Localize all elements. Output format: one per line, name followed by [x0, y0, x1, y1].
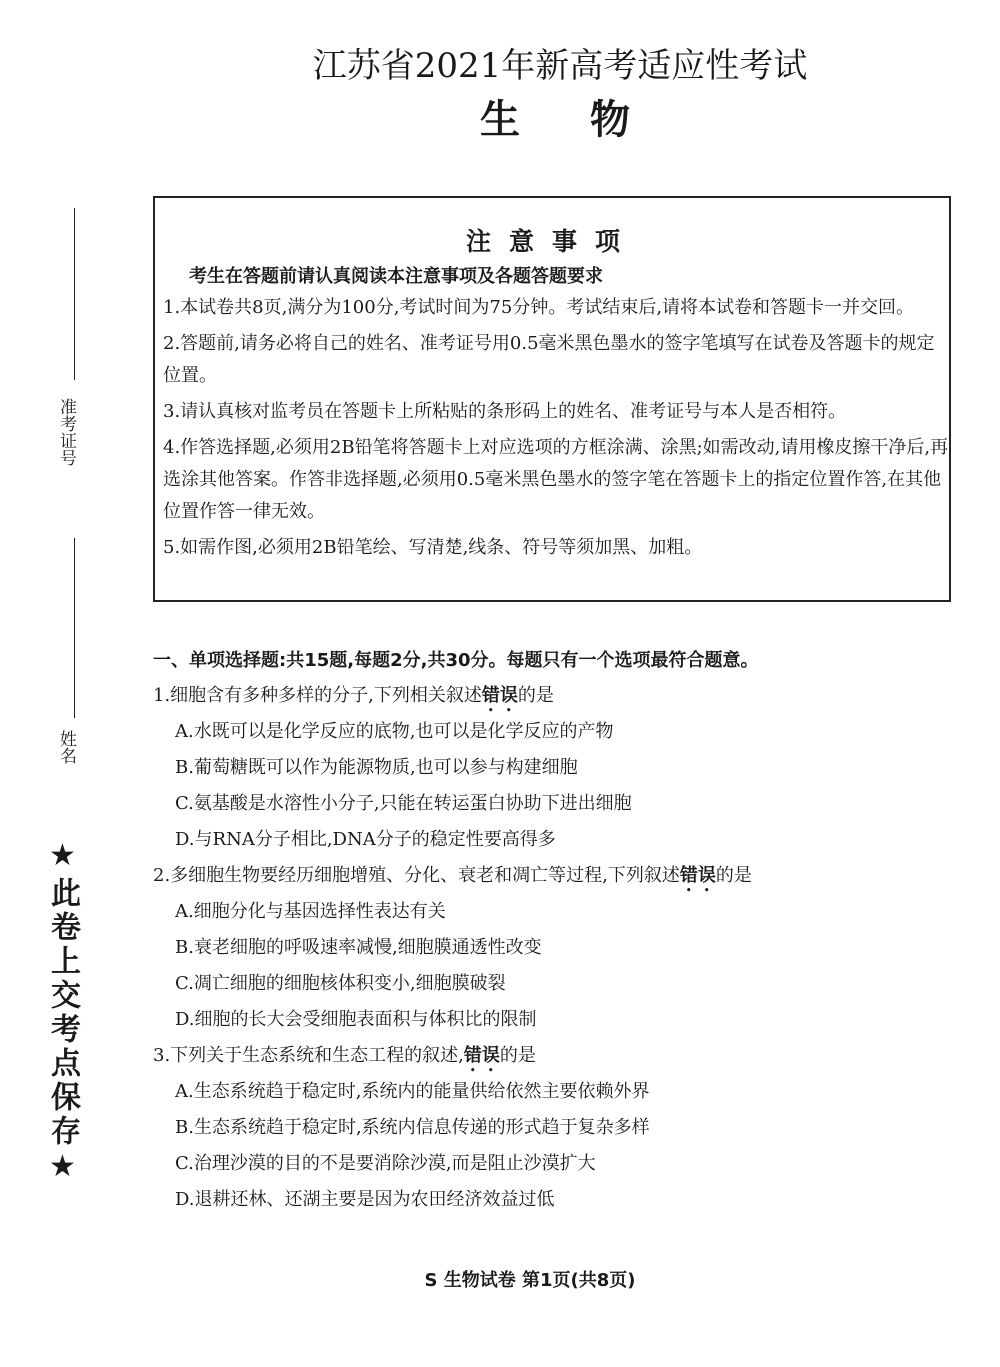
subject-title: 生物 [480, 96, 700, 143]
notice-item: 2.答题前,请务必将自己的姓名、准考证号用0.5毫米黑色墨水的签字笔填写在试卷及答题卡的规定位置。 [163, 333, 935, 386]
question-1-option-a: A.水既可以是化学反应的底物,也可以是化学反应的产物 [175, 721, 614, 742]
question-3-stem [153, 1041, 536, 1076]
exam-id-label: 准考证号 [56, 398, 76, 466]
emphasis-mark: 错误 [481, 685, 518, 706]
notice-item: 5.如需作图,必须用2B铅笔绘、写清楚,线条、符号等须加黑、加粗。 [163, 537, 703, 558]
stem-text: 的是 [517, 685, 554, 706]
exam-title: 江苏省2021年新高考适应性考试 [312, 46, 808, 86]
question-2-option-c: C.凋亡细胞的细胞核体积变小,细胞膜破裂 [175, 973, 506, 994]
notice-box [153, 196, 951, 602]
question-3-option-c: C.治理沙漠的目的不是要消除沙漠,而是阻止沙漠扩大 [175, 1153, 596, 1174]
page-footer: S 生物试卷 第1页(共8页) [424, 1270, 636, 1291]
notice-item: 1.本试卷共8页,满分为100分,考试时间为75分钟。考试结束后,请将本试卷和答题卡一并交回。 [163, 297, 915, 318]
stem-text: 1.细胞含有多种多样的分子,下列相关叙述 [153, 685, 482, 706]
question-3-option-a: A.生态系统趋于稳定时,系统内的能量供给依然主要依赖外界 [175, 1081, 650, 1102]
emphasis-mark: 错误 [463, 1045, 500, 1066]
question-2-option-b: B.衰老细胞的呼吸速率减慢,细胞膜通透性改变 [175, 937, 542, 958]
question-1-option-d: D.与RNA分子相比,DNA分子的稳定性要高得多 [175, 829, 556, 850]
notice-item: 4.作答选择题,必须用2B铅笔将答题卡上对应选项的方框涂满、涂黑;如需改动,请用橡皮擦干净后,再选涂其他答案。作答非选择题,必须用0.5毫米黑色墨水的签字笔在答题卡上的指定位置作答,在其他位置作答一律无效。 [163, 437, 949, 522]
stem-text: 的是 [499, 1045, 536, 1066]
notice-item: 3.请认真核对监考员在答题卡上所粘贴的条形码上的姓名、准考证号与本人是否相符。 [163, 401, 847, 422]
notice-title: 注意事项 [465, 227, 638, 256]
question-2-option-a: A.细胞分化与基因选择性表达有关 [175, 901, 446, 922]
question-3-option-b: B.生态系统趋于稳定时,系统内信息传递的形式趋于复杂多样 [175, 1117, 650, 1138]
keep-exam-warning: ★此卷上交考点保存★ [45, 838, 80, 1188]
name-fill-line [74, 538, 75, 718]
stem-text: 2.多细胞生物要经历细胞增殖、分化、衰老和凋亡等过程,下列叙述 [153, 865, 680, 886]
question-1-option-b: B.葡萄糖既可以作为能源物质,也可以参与构建细胞 [175, 757, 578, 778]
question-2-stem [153, 861, 752, 896]
question-1-option-c: C.氨基酸是水溶性小分子,只能在转运蛋白协助下进出细胞 [175, 793, 632, 814]
section-header: 一、单项选择题:共15题,每题2分,共30分。每题只有一个选项最符合题意。 [153, 650, 759, 671]
notice-list [163, 292, 949, 568]
name-label: 姓名 [56, 730, 76, 764]
question-1-stem [153, 681, 554, 716]
question-2-option-d: D.细胞的长大会受细胞表面积与体积比的限制 [175, 1009, 537, 1030]
stem-text: 的是 [715, 865, 752, 886]
question-3-option-d: D.退耕还林、还湖主要是因为农田经济效益过低 [175, 1189, 555, 1210]
notice-subtitle: 考生在答题前请认真阅读本注意事项及各题答题要求 [189, 266, 603, 287]
stem-text: 3.下列关于生态系统和生态工程的叙述, [153, 1045, 464, 1066]
exam-id-fill-line [74, 208, 75, 380]
emphasis-mark: 错误 [679, 865, 716, 886]
